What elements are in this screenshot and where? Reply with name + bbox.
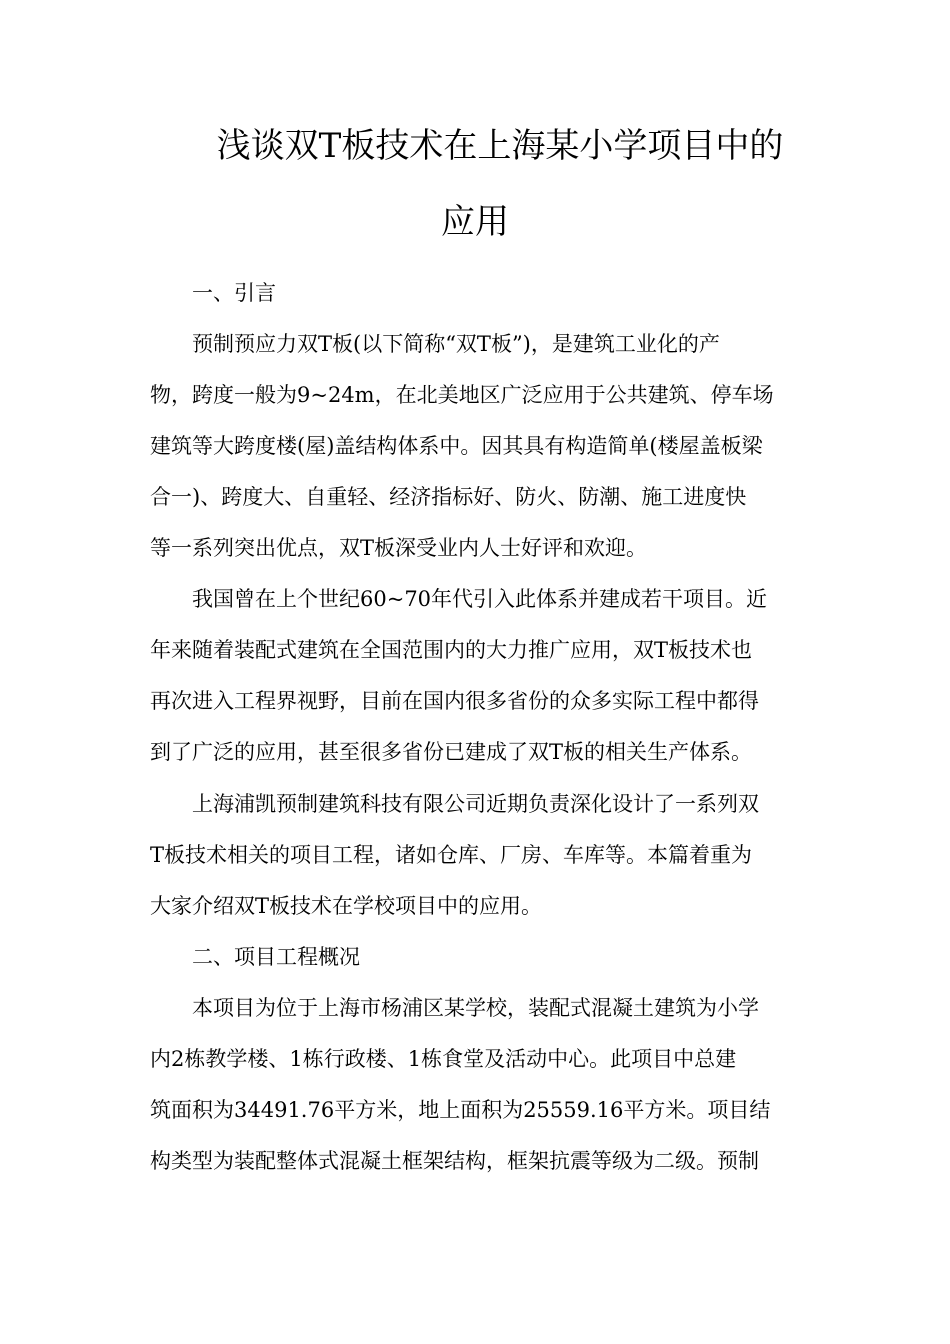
section-heading-intro: 一、引言: [192, 281, 276, 305]
paragraph-line: 物，跨度一般为9~24m，在北美地区广泛应用于公共建筑、停车场: [150, 383, 774, 407]
document-title-line-1: 浅谈双T板技术在上海某小学项目中的: [216, 126, 784, 166]
paragraph-line: 内2栋教学楼、1栋行政楼、1栋食堂及活动中心。此项目中总建: [150, 1047, 737, 1071]
paragraph-line: 等一系列突出优点，双T板深受业内人士好评和欢迎。: [150, 536, 648, 560]
paragraph-line: 预制预应力双T板(以下简称“双T板”)，是建筑工业化的产: [192, 332, 720, 356]
paragraph-line: 年来随着装配式建筑在全国范围内的大力推广应用，双T板技术也: [150, 638, 753, 662]
paragraph-line: 构类型为装配整体式混凝土框架结构，框架抗震等级为二级。预制: [150, 1149, 759, 1173]
paragraph-line: 建筑等大跨度楼(屋)盖结构体系中。因其具有构造简单(楼屋盖板梁: [150, 434, 763, 458]
section-heading-project-overview: 二、项目工程概况: [192, 945, 360, 969]
paragraph-line: 再次进入工程界视野，目前在国内很多省份的众多实际工程中都得: [150, 689, 759, 713]
paragraph-line: 上海浦凯预制建筑科技有限公司近期负责深化设计了一系列双: [192, 792, 759, 816]
document-title-line-2: 应用: [441, 202, 509, 242]
paragraph-line: 到了广泛的应用，甚至很多省份已建成了双T板的相关生产体系。: [150, 740, 753, 764]
paragraph-line: 大家介绍双T板技术在学校项目中的应用。: [150, 894, 543, 918]
paragraph-line: 我国曾在上个世纪60~70年代引入此体系并建成若干项目。近: [192, 587, 768, 611]
paragraph-line: 合一)、跨度大、自重轻、经济指标好、防火、防潮、施工进度快: [150, 485, 747, 509]
paragraph-line: T板技术相关的项目工程，诸如仓库、厂房、车库等。本篇着重为: [150, 843, 753, 867]
paragraph-line: 筑面积为34491.76平方米，地上面积为25559.16平方米。项目结: [150, 1098, 771, 1122]
paragraph-line: 本项目为位于上海市杨浦区某学校，装配式混凝土建筑为小学: [192, 996, 759, 1020]
